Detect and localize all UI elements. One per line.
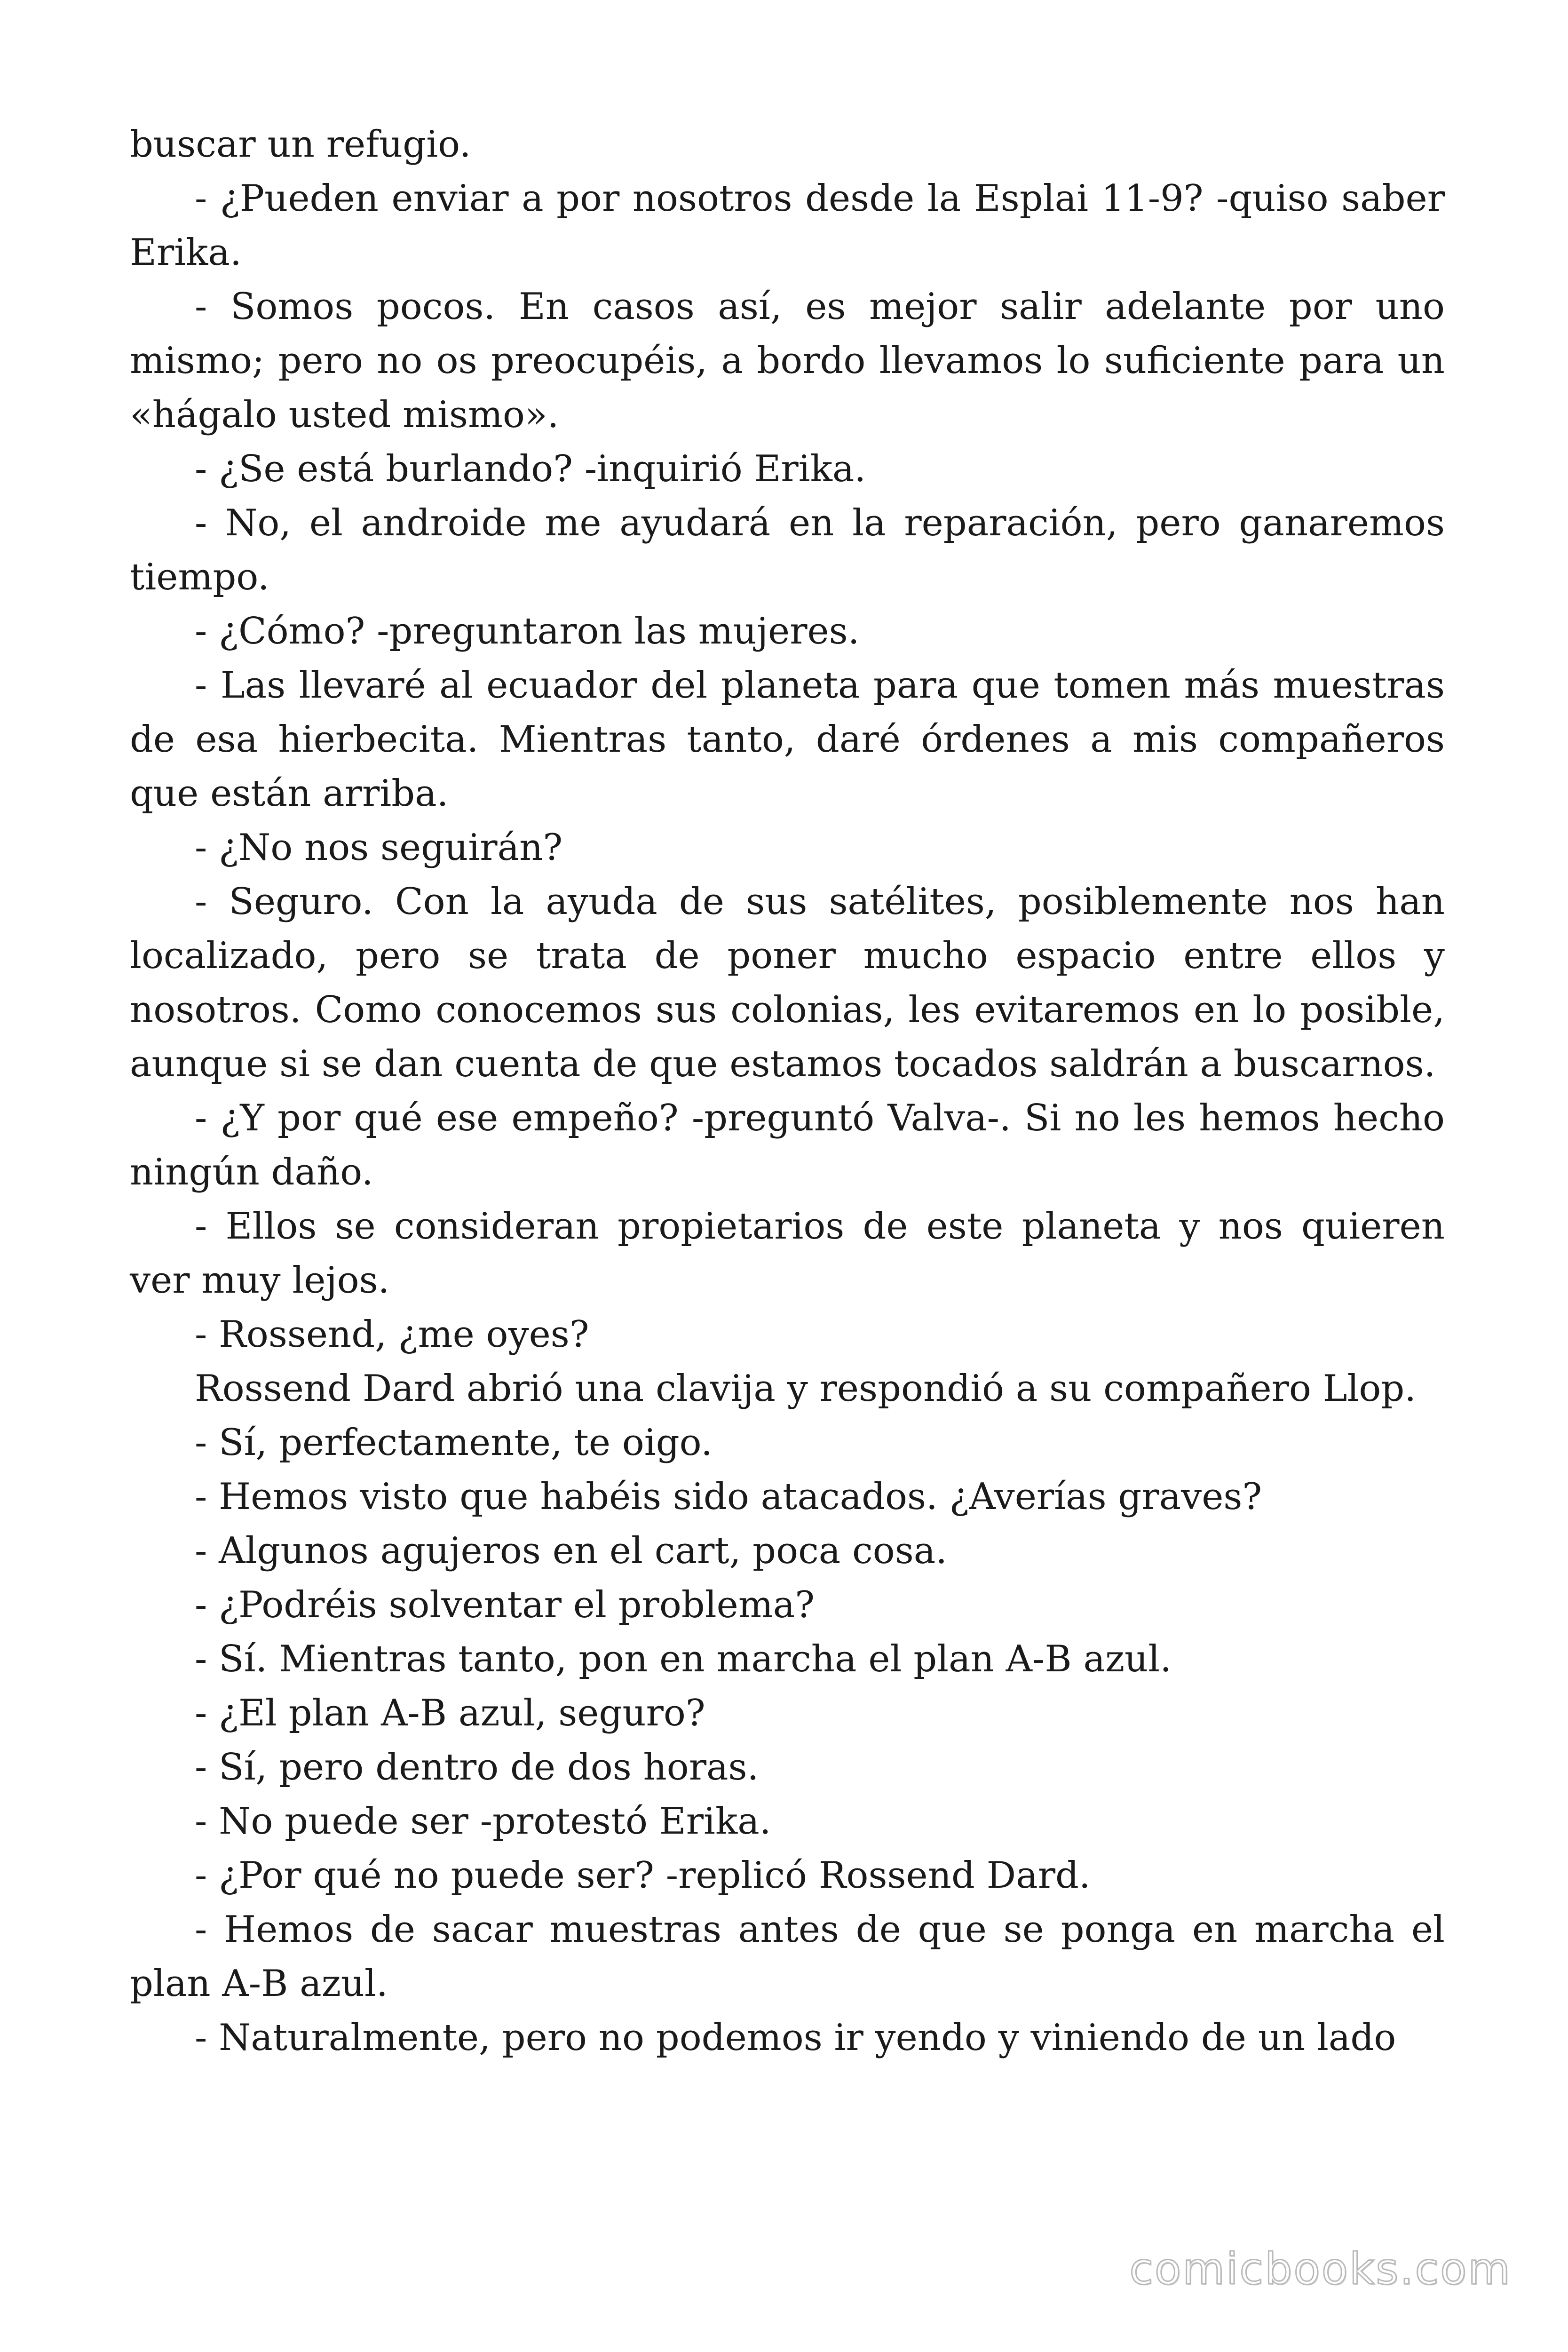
dialogue-line: - Hemos visto que habéis sido atacados. ¿Averías graves? — [195, 1476, 1262, 1518]
dialogue-line: - Somos pocos. En casos así, es mejor salir adelante por uno mismo; pero no os preocupéis, a bordo llevamos lo suficiente para un «hágalo usted mismo». — [130, 286, 1445, 436]
dialogue-line: - ¿Podréis solventar el problema? — [195, 1584, 815, 1626]
dialogue-line: - Hemos de sacar muestras antes de que se ponga en marcha el plan A-B azul. — [130, 1908, 1445, 2005]
dialogue-line: - Ellos se consideran propietarios de este planeta y nos quieren ver muy lejos. — [130, 1205, 1445, 1302]
dialogue-line: - Sí. Mientras tanto, pon en marcha el plan A-B azul. — [195, 1638, 1172, 1680]
dialogue-line: - Las llevaré al ecuador del planeta para que tomen más muestras de esa hierbecita. Mientras tanto, daré órdenes a mis compañeros que están arriba. — [130, 664, 1445, 815]
dialogue-line: - ¿Cómo? -preguntaron las mujeres. — [195, 610, 860, 652]
dialogue-line: - Seguro. Con la ayuda de sus satélites, posiblemente nos han localizado, pero se trata de poner mucho espacio entre ellos y nosotros. Como conocemos sus colonias, les evitaremos en lo posible, aunque si se dan cuenta de que estamos tocados saldrán a buscarnos. — [130, 881, 1445, 1085]
paragraph-continuation: buscar un refugio. — [130, 123, 471, 166]
dialogue-line: - ¿Por qué no puede ser? -replicó Rossend Dard. — [195, 1854, 1091, 1897]
dialogue-line: - No, el androide me ayudará en la reparación, pero ganaremos tiempo. — [130, 502, 1445, 598]
narrative-paragraph: Rossend Dard abrió una clavija y respondió a su compañero Llop. — [195, 1367, 1417, 1410]
dialogue-line: - ¿Pueden enviar a por nosotros desde la Esplai 11-9? -quiso saber Erika. — [130, 177, 1445, 274]
dialogue-line: - ¿No nos seguirán? — [195, 826, 563, 869]
dialogue-line: - Rossend, ¿me oyes? — [195, 1313, 589, 1356]
dialogue-line: - ¿Se está burlando? -inquirió Erika. — [195, 448, 866, 490]
dialogue-line: - Algunos agujeros en el cart, poca cosa. — [195, 1530, 948, 1572]
dialogue-line: - Naturalmente, pero no podemos ir yendo y viniendo de un lado — [195, 2017, 1396, 2059]
dialogue-line: - No puede ser -protestó Erika. — [195, 1800, 771, 1843]
dialogue-line: - Sí, pero dentro de dos horas. — [195, 1746, 759, 1788]
dialogue-line: - ¿El plan A-B azul, seguro? — [195, 1692, 705, 1734]
page-text — [130, 118, 1445, 2065]
dialogue-line: - ¿Y por qué ese empeño? -preguntó Valva-. Si no les hemos hecho ningún daño. — [130, 1097, 1445, 1193]
dialogue-line: - Sí, perfectamente, te oigo. — [195, 1422, 713, 1464]
watermark-text: comicbooks.com — [1129, 2244, 1512, 2294]
